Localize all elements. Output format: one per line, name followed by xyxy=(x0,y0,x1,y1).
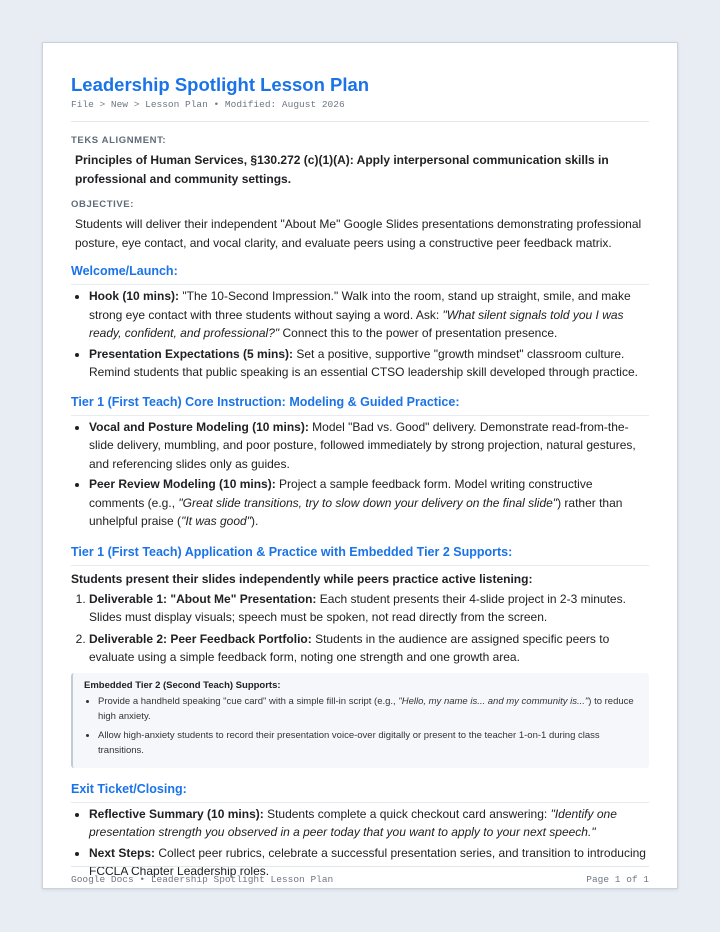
teks-label: TEKS ALIGNMENT: xyxy=(71,135,167,146)
section-application-heading: Tier 1 (First Teach) Application & Practice with Embedded Tier 2 Supports: xyxy=(71,544,649,566)
section-tier1-heading: Tier 1 (First Teach) Core Instruction: Modeling & Guided Practice: xyxy=(71,394,649,416)
peer-quote-2: "It was good" xyxy=(181,514,251,528)
tier1-list xyxy=(71,418,649,531)
expectations-label: Presentation Expectations (5 mins): xyxy=(89,346,294,361)
page-footer xyxy=(71,866,649,885)
tier2-item1-quote: "Hello, my name is... and my community is..." xyxy=(398,695,589,707)
deliverable-1-text: Each student presents their 4-slide project in 2-3 minutes. Slides must display visuals; speech must be spoken, not read directly from the screen. xyxy=(89,591,626,624)
tier2-item1-text-end: ) to reduce high anxiety. xyxy=(98,695,634,722)
tier2-callout xyxy=(71,673,649,768)
next-steps-text: Collect peer rubrics, celebrate a successful presentation series, and transition to introducing FCCLA Chapter Leadership roles. xyxy=(89,845,646,878)
peer-text: Project a sample feedback form. Model writing constructive comments (e.g., xyxy=(89,477,593,510)
next-steps-label: Next Steps: xyxy=(89,845,156,860)
list-item-peer-modeling xyxy=(89,475,649,531)
peer-text-3: ). xyxy=(250,514,259,528)
summary-text: Students complete a quick checkout card answering: xyxy=(263,806,551,821)
application-intro: Students present their slides independently while peers practice active listening: xyxy=(71,571,533,586)
list-item-vocal-modeling xyxy=(89,418,649,474)
breadcrumb: File > New > Lesson Plan • Modified: August 2026 xyxy=(71,99,345,110)
peer-quote-1: "Great slide transitions, try to slow down your delivery on the final slide" xyxy=(178,495,558,510)
vocal-text: Model "Bad vs. Good" delivery. Demonstrate read-from-the-slide delivery, mumbling, and poor posture, followed immediately by strong projection, natural gestures, and referencing slides only as guides. xyxy=(89,419,636,471)
hook-quote: "What silent signals told you I was ready, confident, and professional?" xyxy=(89,307,624,340)
tier2-title: Embedded Tier 2 (Second Teach) Supports: xyxy=(84,679,281,691)
deliverable-2-text: Students in the audience are assigned specific peers to evaluate using a simple feedback form, noting one strength and one growth area. xyxy=(89,631,610,664)
list-item-deliverable-1 xyxy=(89,590,649,627)
tier2-item-recording: • Allow high-anxiety students to record their presentation voice-over digitally or present to the teacher 1-on-1 during class transitions. xyxy=(98,728,639,759)
hook-text-end: Connect this to the power of presentation presence. xyxy=(279,326,558,340)
hook-label: Hook (10 mins): xyxy=(89,289,180,303)
teks-text: Principles of Human Services, §130.272 (c)(1)(A): Apply interpersonal communication skills in professional and community settings. xyxy=(75,153,609,186)
objective-label: OBJECTIVE: xyxy=(71,199,135,210)
deliverable-2-label: Deliverable 2: Peer Feedback Portfolio: xyxy=(89,631,312,646)
vocal-label: Vocal and Posture Modeling (10 mins): xyxy=(89,419,309,434)
peer-text-2: ) rather than unhelpful praise ( xyxy=(89,495,623,528)
objective-text: Students will deliver their independent "About Me" Google Slides presentations demonstrating professional posture, eye contact, and vocal clarity, and evaluate peers using a constructive peer feedback matrix. xyxy=(75,217,642,250)
section-welcome-heading: Welcome/Launch: xyxy=(71,263,649,285)
deliverables-list xyxy=(71,590,649,667)
hook-text: "The 10-Second Impression." Walk into the room, stand up straight, smile, and make strong eye contact with three students without saying a word. Ask: xyxy=(89,289,631,322)
footer-doc-name: Google Docs • Leadership Spotlight Lesson Plan xyxy=(71,874,334,885)
document-page xyxy=(42,42,678,889)
welcome-list xyxy=(71,287,649,382)
deliverable-1-label: Deliverable 1: "About Me" Presentation: xyxy=(89,591,317,606)
list-item-hook xyxy=(89,287,649,343)
tier2-item-cue-card xyxy=(98,694,639,725)
tier2-item1-text: Provide a handheld speaking "cue card" with a simple fill-in script (e.g., xyxy=(98,695,399,707)
document-body xyxy=(71,73,649,883)
summary-quote: "Identify one presentation strength you observed in a peer today that you want to apply to your next speech." xyxy=(89,806,617,839)
section-exit-heading: Exit Ticket/Closing: xyxy=(71,781,649,803)
expectations-text: Set a positive, supportive "growth mindset" classroom culture. Remind students that public speaking is an essential CTSO leadership skill developed through practice. xyxy=(89,346,638,379)
tier2-list xyxy=(84,694,639,759)
document-title: Leadership Spotlight Lesson Plan xyxy=(71,74,370,95)
peer-label: Peer Review Modeling (10 mins): xyxy=(89,477,276,491)
page-number: Page 1 of 1 xyxy=(586,874,649,885)
header-divider xyxy=(71,121,649,122)
summary-label: Reflective Summary (10 mins): xyxy=(89,806,264,821)
list-item-expectations xyxy=(89,345,649,382)
list-item-reflective-summary xyxy=(89,805,649,842)
list-item-deliverable-2 xyxy=(89,630,649,667)
